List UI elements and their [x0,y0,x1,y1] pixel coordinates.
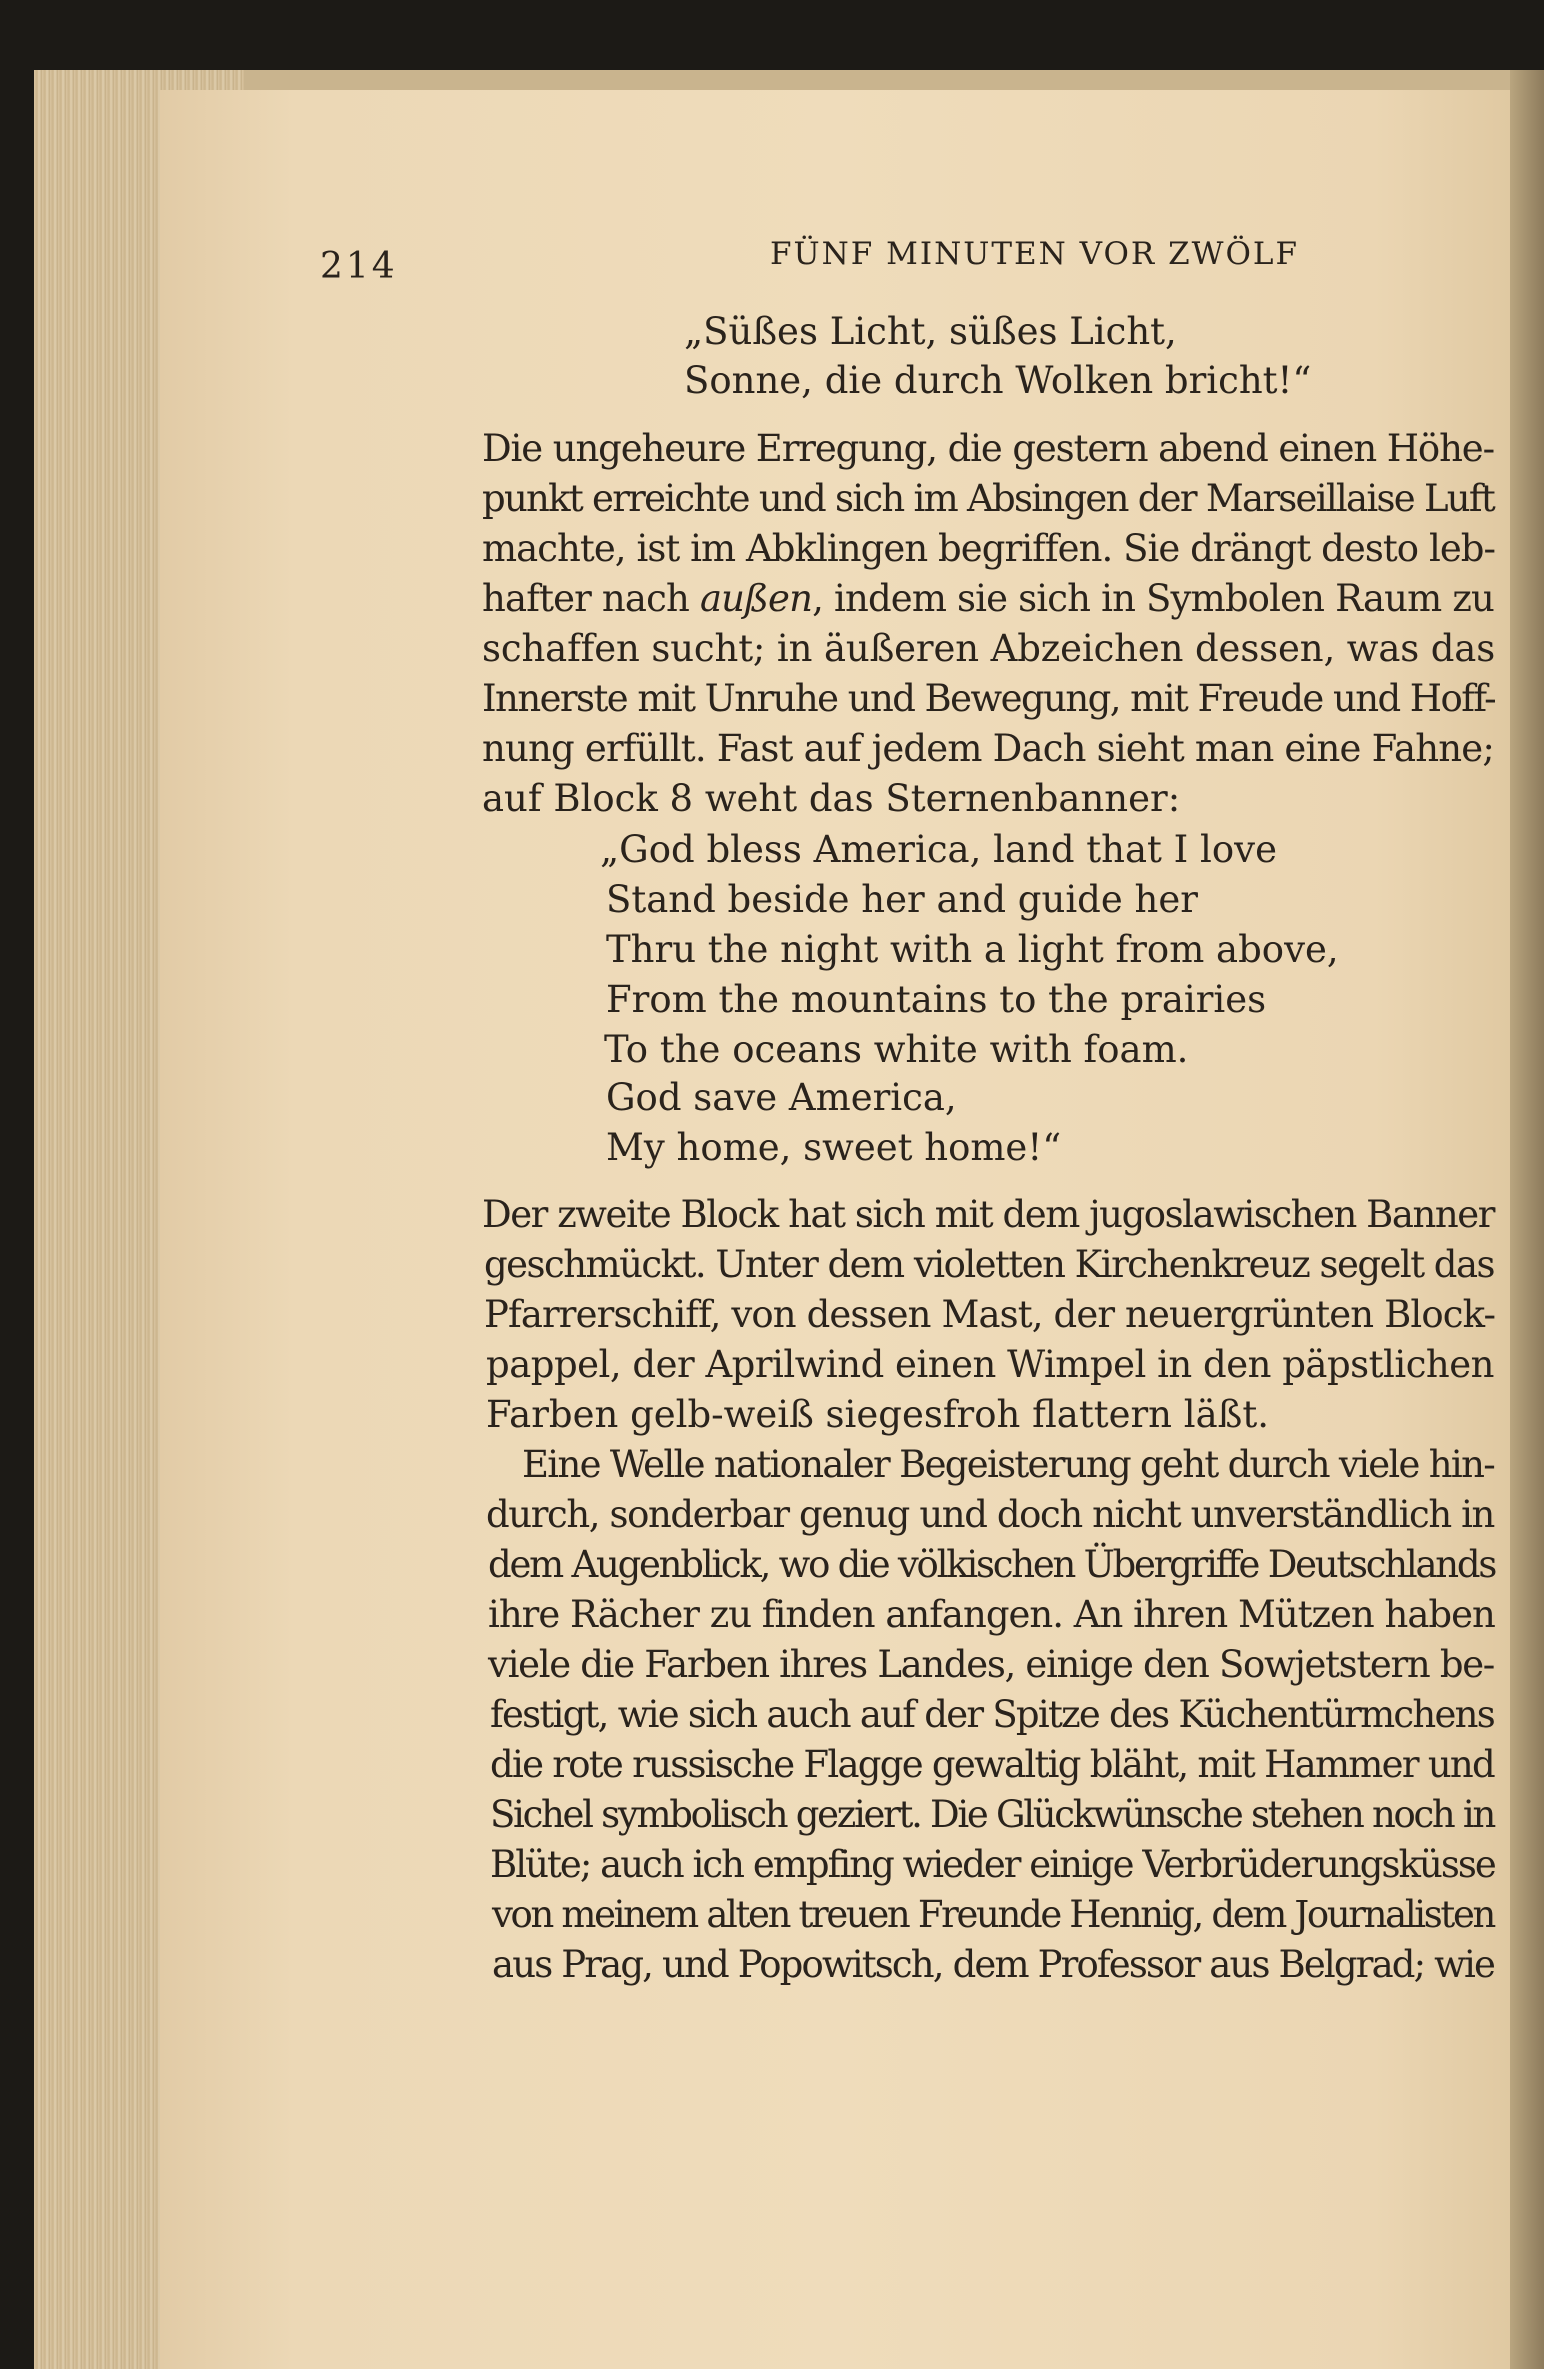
paragraph-line: Die ungeheure Erregung, die gestern abend einen Höhe- [482,427,1494,470]
paragraph-line: pappel, der Aprilwind einen Wimpel in den päpstlichen [486,1343,1494,1386]
verse-line: From the mountains to the prairies [606,978,1267,1021]
italic-word: außen [699,577,813,620]
paragraph-line: von meinem alten treuen Freunde Hennig, dem Journalisten [492,1893,1494,1936]
paragraph-line: nung erfüllt. Fast auf jedem Dach sieht man eine Fahne; [482,727,1494,770]
paragraph-line: geschmückt. Unter dem violetten Kirchenkreuz segelt das [484,1243,1494,1286]
paragraph-line: Sichel symbolisch geziert. Die Glückwünsche stehen noch in [490,1793,1494,1836]
verse-line: God save America, [606,1076,957,1119]
paragraph-line: machte, ist im Abklingen begriffen. Sie drängt desto leb- [482,527,1496,570]
paragraph-line: durch, sonderbar genug und doch nicht unverständlich in [486,1493,1494,1536]
paragraph-line: aus Prag, und Popowitsch, dem Professor aus Belgrad; wie [492,1943,1494,1986]
verse-line: „Süßes Licht, süßes Licht, [684,310,1177,353]
verse-line: Stand beside her and guide her [606,878,1198,921]
paragraph-line [482,577,1494,624]
paragraph-line: ihre Rächer zu finden anfangen. An ihren Mützen haben [488,1593,1495,1636]
paragraph-line: Der zweite Block hat sich mit dem jugoslawischen Banner [482,1193,1494,1236]
page-number: 214 [320,246,398,287]
line-segment: hafter nach [482,577,700,620]
paragraph-line: dem Augenblick, wo die völkischen Übergriffe Deutschlands [488,1543,1496,1586]
paragraph-line: auf Block 8 weht das Sternenbanner: [482,777,1181,820]
running-title: FÜNF MINUTEN VOR ZWÖLF [770,236,1300,272]
verse-line: „God bless America, land that I love [600,828,1277,871]
paragraph-line: Farben gelb-weiß siegesfroh flattern läßt. [486,1393,1269,1436]
facing-page-edge [1510,70,1544,2369]
paragraph-line: punkt erreichte und sich im Absingen der Marseillaise Luft [482,477,1494,520]
paragraph-line: schaffen sucht; in äußeren Abzeichen dessen, was das [482,627,1496,670]
paragraph-line: Pfarrerschiff, von dessen Mast, der neuergrünten Block- [484,1293,1496,1336]
running-head [320,236,1500,296]
paragraph-line: Blüte; auch ich empfing wieder einige Verbrüderungsküsse [490,1843,1495,1886]
verse-line: Thru the night with a light from above, [606,928,1339,971]
paragraph-line: festigt, wie sich auch auf der Spitze des Küchentürmchens [490,1693,1494,1736]
verse-line: My home, sweet home!“ [606,1126,1062,1169]
verse-line: To the oceans white with foam. [604,1028,1189,1071]
paragraph-line: Eine Welle nationaler Begeisterung geht durch viele hin- [522,1443,1495,1486]
verse-line: Sonne, die durch Wolken bricht!“ [684,359,1312,402]
paragraph-line: Innerste mit Unruhe und Bewegung, mit Freude und Hoff- [482,677,1496,720]
paragraph-line: die rote russische Flagge gewaltig bläht, mit Hammer und [490,1743,1494,1786]
line-segment: , indem sie sich in Symbolen Raum zu [812,577,1494,620]
paragraph-line: viele die Farben ihres Landes, einige den Sowjetstern be- [488,1643,1494,1686]
